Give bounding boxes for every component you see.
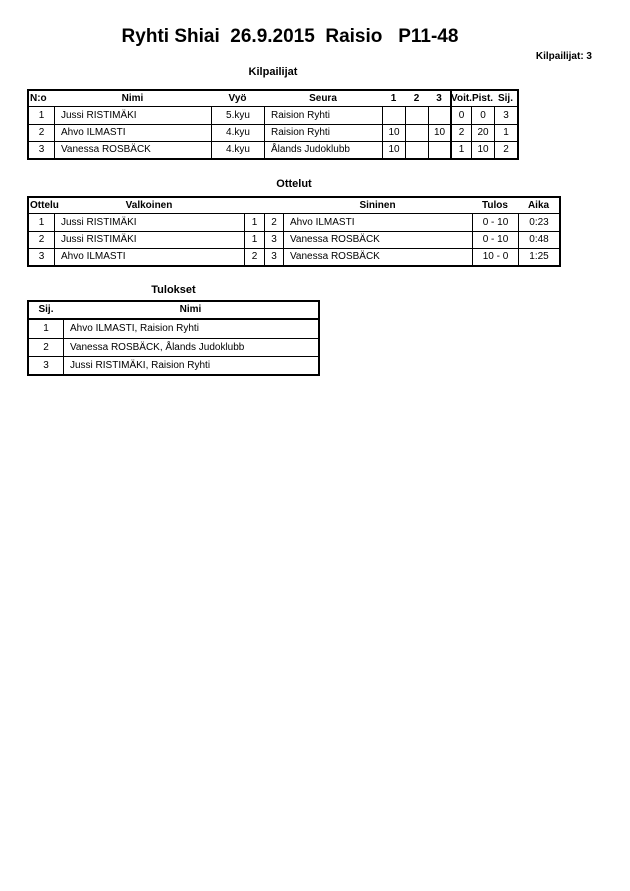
- cell-place: 1: [43, 323, 49, 334]
- cell-match-no: 2: [38, 234, 45, 245]
- cell-white-name: Ahvo ILMASTI: [54, 249, 244, 265]
- cell-pist: 0: [471, 107, 494, 124]
- cell-match1: 10: [382, 142, 405, 158]
- result-row: [29, 338, 318, 356]
- header-cell-valkoinen: Valkoinen: [125, 199, 173, 211]
- cell-match1: 10: [382, 125, 405, 141]
- cell-voit: 2: [450, 125, 471, 141]
- header-cell-vyo: Vyö: [228, 92, 247, 104]
- cell-name-club: Ahvo ILMASTI, Raision Ryhti: [63, 320, 318, 338]
- header-cell-aika: Aika: [527, 199, 550, 211]
- competitors-count-label: Kilpailijat: 3: [535, 51, 592, 62]
- ottelut-table: [27, 196, 561, 267]
- header-cell-spacer2: [264, 198, 283, 213]
- cell-place: 2: [43, 341, 49, 353]
- cell-match3: [428, 107, 450, 124]
- cell-time: 0:23: [518, 214, 559, 231]
- header-cell-voit: Voit.: [450, 91, 471, 106]
- cell-vyo: 5.kyu: [211, 107, 264, 124]
- header-cell-nimi: Nimi: [179, 304, 202, 315]
- cell-match1: [382, 107, 405, 124]
- tulokset-header-row: [29, 302, 318, 320]
- cell-match2: [405, 107, 428, 124]
- ottelut-header-row: [29, 198, 559, 214]
- tulokset-section-heading: Tulokset: [151, 284, 196, 296]
- result-row: [29, 320, 318, 338]
- cell-voit: 0: [450, 107, 471, 124]
- cell-white-name: Jussi RISTIMÄKI: [54, 214, 244, 231]
- cell-white-name: Jussi RISTIMÄKI: [54, 232, 244, 248]
- cell-vyo: 4.kyu: [211, 125, 264, 141]
- document-title: Ryhti Shiai 26.9.2015 Raisio P11-48: [121, 26, 459, 47]
- cell-result: 10 - 0: [472, 249, 518, 265]
- cell-time: 0:48: [518, 232, 559, 248]
- cell-blue-no: 3: [264, 232, 283, 248]
- cell-result: 0 - 10: [472, 232, 518, 248]
- cell-result: 0 - 10: [472, 214, 518, 231]
- kilpailijat-section-heading: Kilpailijat: [248, 66, 298, 78]
- kilpailijat-table: [27, 89, 519, 160]
- cell-nimi: Vanessa ROSBÄCK: [54, 142, 211, 158]
- cell-no: 1: [38, 109, 45, 121]
- cell-match-no: 3: [38, 251, 45, 262]
- cell-nimi: Ahvo ILMASTI: [54, 125, 211, 141]
- kilpailijat-header-row: [29, 91, 517, 107]
- cell-match-no: 1: [38, 216, 45, 228]
- ottelut-section-heading: Ottelut: [276, 178, 312, 190]
- cell-pist: 20: [471, 125, 494, 141]
- header-cell-match3: 3: [436, 92, 442, 104]
- cell-name-club: Vanessa ROSBÄCK, Ålands Judoklubb: [63, 339, 318, 356]
- cell-blue-name: Vanessa ROSBÄCK: [283, 249, 472, 265]
- cell-match2: [405, 142, 428, 158]
- cell-place: 3: [43, 359, 49, 371]
- header-cell-ottelu: Ottelu: [30, 199, 59, 211]
- cell-white-no: 2: [244, 249, 264, 265]
- cell-pist: 10: [471, 142, 494, 158]
- header-cell-match1: 1: [390, 92, 397, 104]
- result-row: [29, 356, 318, 374]
- tulokset-table: [27, 300, 320, 376]
- cell-seura: Raision Ryhti: [264, 107, 382, 124]
- cell-blue-no: 3: [264, 249, 283, 265]
- cell-match3: [428, 142, 450, 158]
- header-cell-sij: Sij.: [497, 92, 513, 104]
- cell-no: 2: [38, 127, 45, 138]
- competitor-row: [29, 141, 517, 158]
- cell-seura: Ålands Judoklubb: [264, 142, 382, 158]
- competitor-row: [29, 124, 517, 141]
- cell-match3: 10: [428, 125, 450, 141]
- header-cell-no: N:o: [30, 92, 47, 104]
- cell-time: 1:25: [518, 249, 559, 265]
- cell-white-no: 1: [244, 214, 264, 231]
- header-cell-tulos: Tulos: [482, 199, 508, 211]
- cell-blue-no: 2: [264, 214, 283, 231]
- header-cell-sininen: Sininen: [359, 199, 396, 211]
- cell-name-club: Jussi RISTIMÄKI, Raision Ryhti: [63, 357, 318, 374]
- cell-vyo: 4.kyu: [211, 142, 264, 158]
- cell-blue-name: Vanessa ROSBÄCK: [283, 232, 472, 248]
- cell-voit: 1: [450, 142, 471, 158]
- cell-sij: 1: [494, 125, 517, 141]
- header-cell-match2: 2: [413, 92, 420, 104]
- match-row: [29, 231, 559, 248]
- cell-blue-name: Ahvo ILMASTI: [283, 214, 472, 231]
- cell-seura: Raision Ryhti: [264, 125, 382, 141]
- cell-nimi: Jussi RISTIMÄKI: [54, 107, 211, 124]
- header-cell-seura: Seura: [309, 92, 337, 104]
- cell-sij: 3: [494, 107, 517, 124]
- match-row: [29, 214, 559, 231]
- header-cell-pist: Pist.: [471, 92, 494, 104]
- competitor-row: [29, 107, 517, 124]
- header-cell-sij: Sij.: [38, 304, 54, 315]
- header-cell-spacer1: [244, 198, 264, 213]
- match-row: [29, 248, 559, 265]
- cell-sij: 2: [494, 142, 517, 158]
- cell-white-no: 1: [244, 232, 264, 248]
- cell-match2: [405, 125, 428, 141]
- cell-no: 3: [38, 144, 45, 155]
- header-cell-nimi: Nimi: [121, 92, 144, 104]
